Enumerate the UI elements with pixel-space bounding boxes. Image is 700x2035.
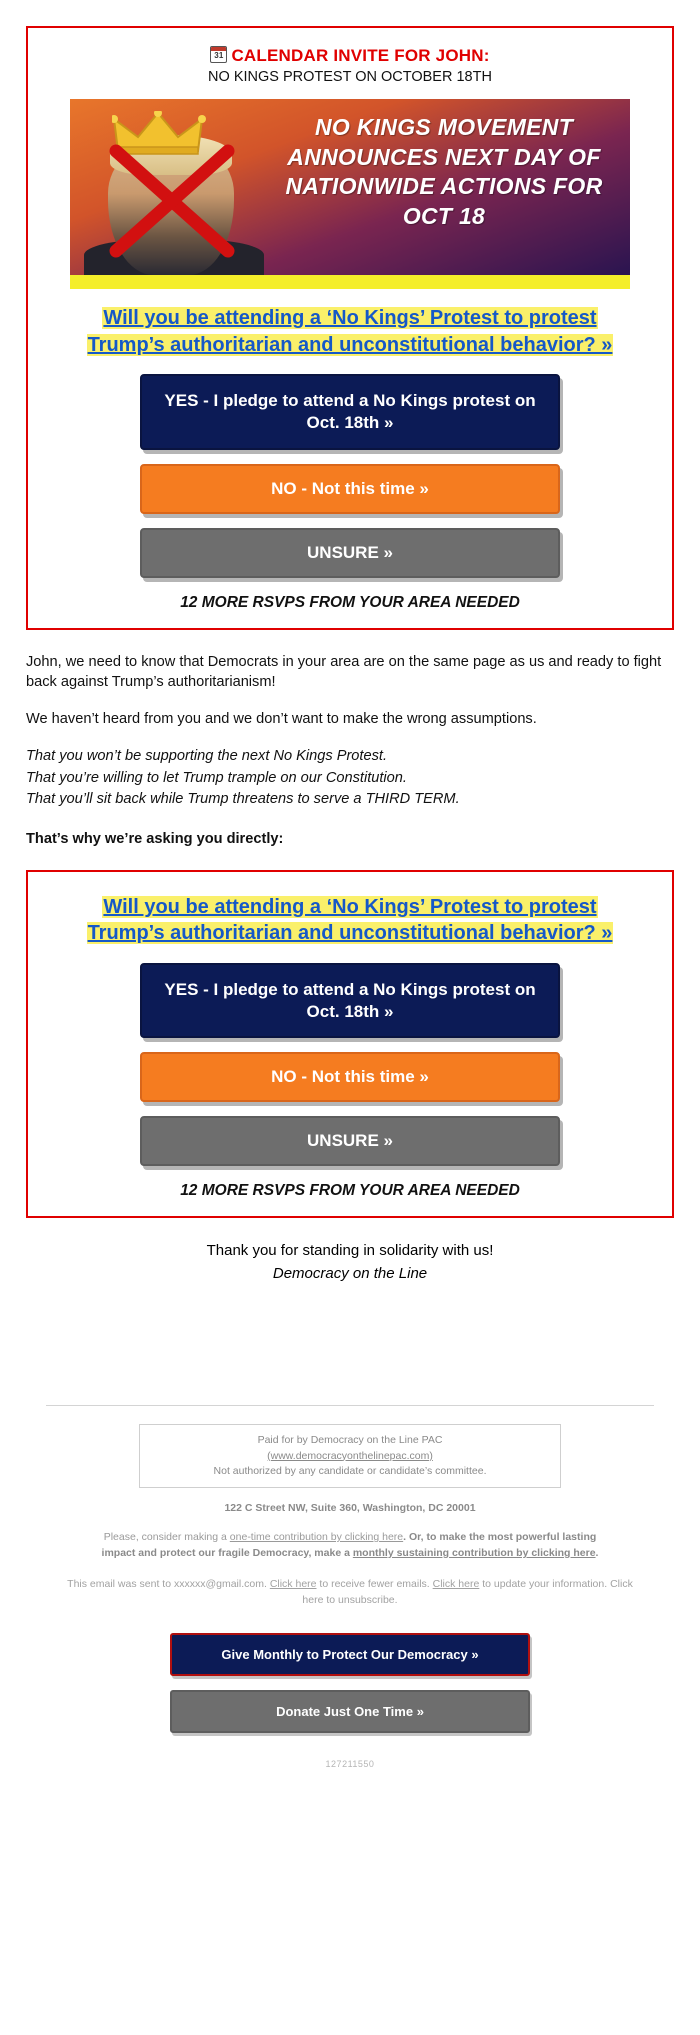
hero-banner (70, 99, 630, 275)
assumption-line-3: That you’ll sit back while Trump threatens to serve a THIRD TERM. (26, 791, 460, 808)
calendar-invite-box (26, 26, 674, 630)
sent-to-mid1: to receive fewer emails. (316, 1578, 433, 1591)
calendar-day-number: 31 (214, 51, 224, 60)
assumption-line-1: That you won’t be supporting the next No Kings Protest. (26, 747, 387, 764)
donate-once-button[interactable]: Donate Just One Time » (170, 1690, 530, 1733)
email-id: 127211550 (325, 1758, 375, 1769)
direct-ask-line: That’s why we’re asking you directly: (26, 831, 284, 848)
monthly-contribution-link[interactable]: monthly sustaining contribution by clicking here (352, 1546, 596, 1559)
footer (0, 1405, 700, 1789)
pledge-buttons-2 (140, 963, 560, 1167)
paid-for-line1: Paid for by Democracy on the Line PAC (257, 1434, 443, 1447)
hero-headline: NO KINGS MOVEMENT ANNOUNCES NEXT DAY OF NATIONWIDE ACTIONS FOR OCT 18 (285, 114, 603, 229)
hero-image-portrait (70, 99, 280, 275)
rsvp-note-2: 12 MORE RSVPS FROM YOUR AREA NEEDED (180, 1182, 520, 1200)
paid-for-website-link-row (150, 1449, 550, 1464)
disclaimer-pre: Please, consider making a (103, 1530, 230, 1543)
yes-pledge-button[interactable]: YES - I pledge to attend a No Kings protest on Oct. 18th » (140, 374, 560, 450)
sent-to-mid2: to update your information. Click here to unsubscribe. (302, 1578, 633, 1607)
pac-website-link[interactable]: (www.democracyonthelinepac.com) (267, 1449, 433, 1462)
mailing-address: 122 C Street NW, Suite 360, Washington, DC 20001 (224, 1501, 476, 1514)
body-paragraph-1: John, we need to know that Democrats in your area are on the same page as us and ready to fight back against Trump’s authoritarianism! (26, 653, 662, 691)
body-copy (26, 652, 674, 851)
assumption-list (26, 746, 674, 812)
body-paragraph-2: We haven’t heard from you and we don’t want to make the wrong assumptions. (26, 710, 537, 727)
yes-pledge-button-2[interactable]: YES - I pledge to attend a No Kings protest on Oct. 18th » (140, 963, 560, 1039)
no-button[interactable]: NO - Not this time » (140, 464, 560, 514)
footer-donate-buttons (170, 1633, 530, 1733)
pledge-question-text-2: Will you be attending a ‘No Kings’ Protest to protest Trump’s authoritarian and unconstitutional behavior? » (87, 896, 613, 945)
disclaimer-end: . (595, 1546, 599, 1559)
sign-off (0, 1240, 700, 1285)
calendar-31-icon (210, 46, 227, 63)
footer-divider (46, 1405, 654, 1406)
pledge-question-link-2[interactable] (70, 894, 630, 947)
email-recipient-notice (66, 1577, 634, 1609)
rsvp-note: 12 MORE RSVPS FROM YOUR AREA NEEDED (180, 593, 520, 611)
paid-for-line3: Not authorized by any candidate or candidate’s committee. (213, 1464, 487, 1477)
assumption-line-2: That you’re willing to let Trump trample on our Constitution. (26, 769, 407, 786)
unsure-button-2[interactable]: UNSURE » (140, 1116, 560, 1166)
give-monthly-button[interactable]: Give Monthly to Protect Our Democracy » (170, 1633, 530, 1676)
paid-for-box (139, 1424, 561, 1488)
unsure-button[interactable]: UNSURE » (140, 528, 560, 578)
calendar-invite-title-row (46, 46, 654, 66)
sent-to-pre: This email was sent to xxxxxx@gmail.com. (67, 1578, 270, 1591)
secondary-pledge-box (26, 870, 674, 1218)
pledge-question-text: Will you be attending a ‘No Kings’ Protest to protest Trump’s authoritarian and unconstitutional behavior? » (87, 307, 613, 356)
no-button-2[interactable]: NO - Not this time » (140, 1052, 560, 1102)
calendar-invite-title: CALENDAR INVITE FOR JOHN: (231, 46, 490, 65)
one-time-contribution-link[interactable]: one-time contribution by clicking here (229, 1530, 404, 1543)
pledge-question-link[interactable] (70, 305, 630, 358)
calendar-invite-subtitle: NO KINGS PROTEST ON OCTOBER 18TH (208, 68, 492, 85)
disclaimer-bold: Or, to make the most powerful lasting impact and protect our fragile Democracy, make a (101, 1530, 597, 1559)
thanks-line: Thank you for standing in solidarity with us! (206, 1242, 494, 1260)
disclaimer-mid: . (403, 1530, 409, 1543)
signature-line: Democracy on the Line (272, 1264, 428, 1282)
calendar-invite-heading (46, 46, 654, 85)
fewer-emails-link[interactable]: Click here (269, 1578, 317, 1591)
contribution-disclaimer (86, 1530, 614, 1562)
hero-yellow-bar (70, 275, 630, 289)
pledge-buttons (140, 374, 560, 578)
update-info-link[interactable]: Click here (432, 1578, 480, 1591)
red-x-icon (104, 141, 240, 261)
